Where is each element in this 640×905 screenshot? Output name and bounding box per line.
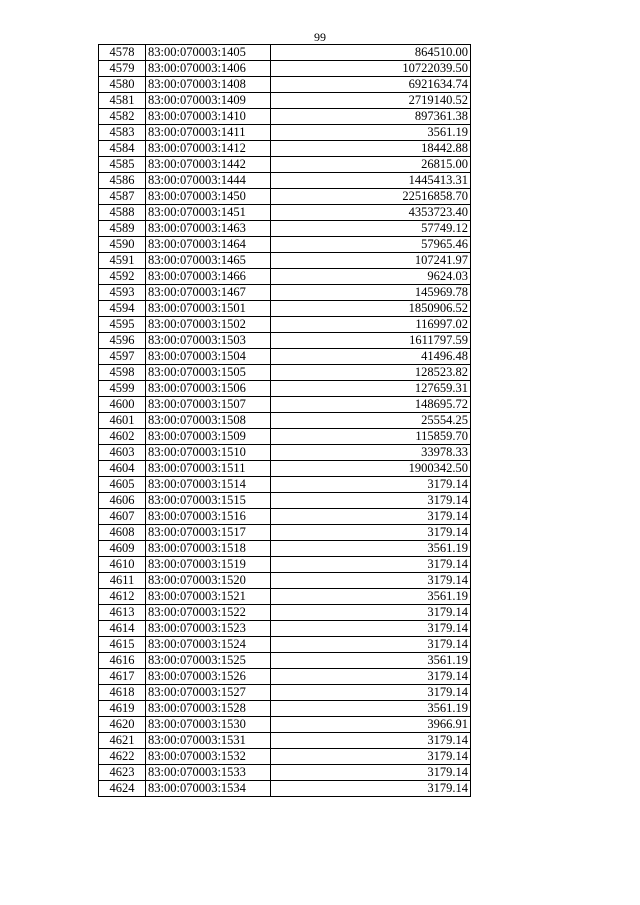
cadastral-value: 3179.14 <box>271 685 471 701</box>
cadastral-number: 83:00:070003:1531 <box>146 733 271 749</box>
cadastral-value: 3179.14 <box>271 573 471 589</box>
row-number: 4581 <box>99 93 146 109</box>
row-number: 4587 <box>99 189 146 205</box>
row-number: 4582 <box>99 109 146 125</box>
row-number: 4616 <box>99 653 146 669</box>
cadastral-value: 3179.14 <box>271 557 471 573</box>
cadastral-value: 148695.72 <box>271 397 471 413</box>
table-row <box>99 765 471 781</box>
table-row <box>99 733 471 749</box>
table-row <box>99 221 471 237</box>
cadastral-number: 83:00:070003:1506 <box>146 381 271 397</box>
table-row <box>99 685 471 701</box>
row-number: 4614 <box>99 621 146 637</box>
cadastral-number: 83:00:070003:1409 <box>146 93 271 109</box>
cadastral-number: 83:00:070003:1530 <box>146 717 271 733</box>
row-number: 4585 <box>99 157 146 173</box>
row-number: 4621 <box>99 733 146 749</box>
table-row <box>99 125 471 141</box>
table-row <box>99 93 471 109</box>
cadastral-value: 2719140.52 <box>271 93 471 109</box>
cadastral-number: 83:00:070003:1505 <box>146 365 271 381</box>
cadastral-value: 107241.97 <box>271 253 471 269</box>
cadastral-number: 83:00:070003:1534 <box>146 781 271 797</box>
row-number: 4598 <box>99 365 146 381</box>
cadastral-value: 1900342.50 <box>271 461 471 477</box>
cadastral-value: 3179.14 <box>271 509 471 525</box>
cadastral-value-table <box>98 44 471 797</box>
table-row <box>99 621 471 637</box>
cadastral-number: 83:00:070003:1523 <box>146 621 271 637</box>
table-row <box>99 45 471 61</box>
table-row <box>99 541 471 557</box>
table-row <box>99 397 471 413</box>
table-row <box>99 109 471 125</box>
table-row <box>99 189 471 205</box>
row-number: 4618 <box>99 685 146 701</box>
row-number: 4599 <box>99 381 146 397</box>
row-number: 4586 <box>99 173 146 189</box>
row-number: 4623 <box>99 765 146 781</box>
cadastral-number: 83:00:070003:1511 <box>146 461 271 477</box>
cadastral-value: 3179.14 <box>271 669 471 685</box>
table-row <box>99 605 471 621</box>
table-body <box>99 45 471 797</box>
cadastral-number: 83:00:070003:1450 <box>146 189 271 205</box>
table-row <box>99 365 471 381</box>
row-number: 4609 <box>99 541 146 557</box>
cadastral-value: 1850906.52 <box>271 301 471 317</box>
cadastral-number: 83:00:070003:1442 <box>146 157 271 173</box>
row-number: 4579 <box>99 61 146 77</box>
cadastral-value: 127659.31 <box>271 381 471 397</box>
table-row <box>99 253 471 269</box>
row-number: 4615 <box>99 637 146 653</box>
cadastral-value: 128523.82 <box>271 365 471 381</box>
cadastral-number: 83:00:070003:1524 <box>146 637 271 653</box>
cadastral-value: 1445413.31 <box>271 173 471 189</box>
cadastral-value: 864510.00 <box>271 45 471 61</box>
cadastral-value: 41496.48 <box>271 349 471 365</box>
cadastral-value: 3179.14 <box>271 525 471 541</box>
row-number: 4578 <box>99 45 146 61</box>
cadastral-value: 3561.19 <box>271 589 471 605</box>
table-row <box>99 557 471 573</box>
cadastral-value: 3179.14 <box>271 621 471 637</box>
cadastral-number: 83:00:070003:1408 <box>146 77 271 93</box>
cadastral-number: 83:00:070003:1465 <box>146 253 271 269</box>
row-number: 4596 <box>99 333 146 349</box>
cadastral-value: 3179.14 <box>271 477 471 493</box>
cadastral-number: 83:00:070003:1451 <box>146 205 271 221</box>
row-number: 4604 <box>99 461 146 477</box>
row-number: 4594 <box>99 301 146 317</box>
table-row <box>99 301 471 317</box>
cadastral-value: 33978.33 <box>271 445 471 461</box>
row-number: 4600 <box>99 397 146 413</box>
row-number: 4593 <box>99 285 146 301</box>
cadastral-value: 3561.19 <box>271 125 471 141</box>
table-row <box>99 781 471 797</box>
table-row <box>99 477 471 493</box>
table-row <box>99 445 471 461</box>
cadastral-value: 3561.19 <box>271 653 471 669</box>
table-row <box>99 61 471 77</box>
cadastral-value: 3179.14 <box>271 637 471 653</box>
row-number: 4608 <box>99 525 146 541</box>
cadastral-value: 3561.19 <box>271 541 471 557</box>
row-number: 4622 <box>99 749 146 765</box>
cadastral-value: 3966.91 <box>271 717 471 733</box>
cadastral-value: 4353723.40 <box>271 205 471 221</box>
cadastral-number: 83:00:070003:1514 <box>146 477 271 493</box>
cadastral-value: 10722039.50 <box>271 61 471 77</box>
row-number: 4607 <box>99 509 146 525</box>
table-row <box>99 573 471 589</box>
table-row <box>99 333 471 349</box>
row-number: 4619 <box>99 701 146 717</box>
cadastral-value: 3179.14 <box>271 749 471 765</box>
cadastral-number: 83:00:070003:1466 <box>146 269 271 285</box>
row-number: 4602 <box>99 429 146 445</box>
table-row <box>99 429 471 445</box>
cadastral-value: 57749.12 <box>271 221 471 237</box>
table-row <box>99 381 471 397</box>
table-row <box>99 237 471 253</box>
cadastral-number: 83:00:070003:1521 <box>146 589 271 605</box>
table-row <box>99 349 471 365</box>
cadastral-number: 83:00:070003:1516 <box>146 509 271 525</box>
table-row <box>99 509 471 525</box>
cadastral-value: 3179.14 <box>271 605 471 621</box>
cadastral-value: 22516858.70 <box>271 189 471 205</box>
table-row <box>99 701 471 717</box>
table-row <box>99 269 471 285</box>
cadastral-number: 83:00:070003:1527 <box>146 685 271 701</box>
cadastral-value: 9624.03 <box>271 269 471 285</box>
table-row <box>99 285 471 301</box>
cadastral-number: 83:00:070003:1405 <box>146 45 271 61</box>
cadastral-value: 1611797.59 <box>271 333 471 349</box>
cadastral-number: 83:00:070003:1533 <box>146 765 271 781</box>
cadastral-number: 83:00:070003:1525 <box>146 653 271 669</box>
cadastral-value: 26815.00 <box>271 157 471 173</box>
row-number: 4601 <box>99 413 146 429</box>
row-number: 4591 <box>99 253 146 269</box>
cadastral-value: 897361.38 <box>271 109 471 125</box>
cadastral-number: 83:00:070003:1522 <box>146 605 271 621</box>
table-row <box>99 749 471 765</box>
row-number: 4603 <box>99 445 146 461</box>
cadastral-number: 83:00:070003:1532 <box>146 749 271 765</box>
cadastral-number: 83:00:070003:1411 <box>146 125 271 141</box>
cadastral-number: 83:00:070003:1406 <box>146 61 271 77</box>
cadastral-number: 83:00:070003:1504 <box>146 349 271 365</box>
row-number: 4583 <box>99 125 146 141</box>
cadastral-number: 83:00:070003:1520 <box>146 573 271 589</box>
row-number: 4613 <box>99 605 146 621</box>
table-row <box>99 413 471 429</box>
cadastral-value: 3179.14 <box>271 781 471 797</box>
table-row <box>99 317 471 333</box>
table-row <box>99 157 471 173</box>
cadastral-number: 83:00:070003:1519 <box>146 557 271 573</box>
cadastral-value: 115859.70 <box>271 429 471 445</box>
cadastral-number: 83:00:070003:1464 <box>146 237 271 253</box>
table-row <box>99 717 471 733</box>
cadastral-value: 3179.14 <box>271 733 471 749</box>
cadastral-number: 83:00:070003:1515 <box>146 493 271 509</box>
cadastral-number: 83:00:070003:1501 <box>146 301 271 317</box>
cadastral-number: 83:00:070003:1507 <box>146 397 271 413</box>
cadastral-value: 57965.46 <box>271 237 471 253</box>
row-number: 4580 <box>99 77 146 93</box>
table-row <box>99 173 471 189</box>
cadastral-number: 83:00:070003:1510 <box>146 445 271 461</box>
row-number: 4620 <box>99 717 146 733</box>
cadastral-number: 83:00:070003:1528 <box>146 701 271 717</box>
cadastral-number: 83:00:070003:1463 <box>146 221 271 237</box>
table-row <box>99 589 471 605</box>
cadastral-number: 83:00:070003:1412 <box>146 141 271 157</box>
cadastral-number: 83:00:070003:1502 <box>146 317 271 333</box>
row-number: 4595 <box>99 317 146 333</box>
row-number: 4588 <box>99 205 146 221</box>
row-number: 4624 <box>99 781 146 797</box>
row-number: 4592 <box>99 269 146 285</box>
row-number: 4617 <box>99 669 146 685</box>
cadastral-number: 83:00:070003:1517 <box>146 525 271 541</box>
table-row <box>99 525 471 541</box>
row-number: 4589 <box>99 221 146 237</box>
cadastral-value: 6921634.74 <box>271 77 471 93</box>
cadastral-value: 18442.88 <box>271 141 471 157</box>
row-number: 4606 <box>99 493 146 509</box>
cadastral-number: 83:00:070003:1503 <box>146 333 271 349</box>
cadastral-value: 3561.19 <box>271 701 471 717</box>
cadastral-value: 25554.25 <box>271 413 471 429</box>
cadastral-number: 83:00:070003:1410 <box>146 109 271 125</box>
cadastral-number: 83:00:070003:1518 <box>146 541 271 557</box>
row-number: 4610 <box>99 557 146 573</box>
table-row <box>99 205 471 221</box>
cadastral-number: 83:00:070003:1467 <box>146 285 271 301</box>
table-row <box>99 77 471 93</box>
page-number: 99 <box>314 30 326 44</box>
cadastral-number: 83:00:070003:1508 <box>146 413 271 429</box>
cadastral-value: 145969.78 <box>271 285 471 301</box>
table-row <box>99 669 471 685</box>
cadastral-number: 83:00:070003:1509 <box>146 429 271 445</box>
row-number: 4605 <box>99 477 146 493</box>
row-number: 4611 <box>99 573 146 589</box>
table-row <box>99 637 471 653</box>
row-number: 4597 <box>99 349 146 365</box>
row-number: 4584 <box>99 141 146 157</box>
table-row <box>99 653 471 669</box>
cadastral-number: 83:00:070003:1526 <box>146 669 271 685</box>
cadastral-value: 3179.14 <box>271 493 471 509</box>
row-number: 4612 <box>99 589 146 605</box>
row-number: 4590 <box>99 237 146 253</box>
table-row <box>99 141 471 157</box>
cadastral-value: 3179.14 <box>271 765 471 781</box>
table-row <box>99 493 471 509</box>
cadastral-value: 116997.02 <box>271 317 471 333</box>
table-row <box>99 461 471 477</box>
cadastral-number: 83:00:070003:1444 <box>146 173 271 189</box>
